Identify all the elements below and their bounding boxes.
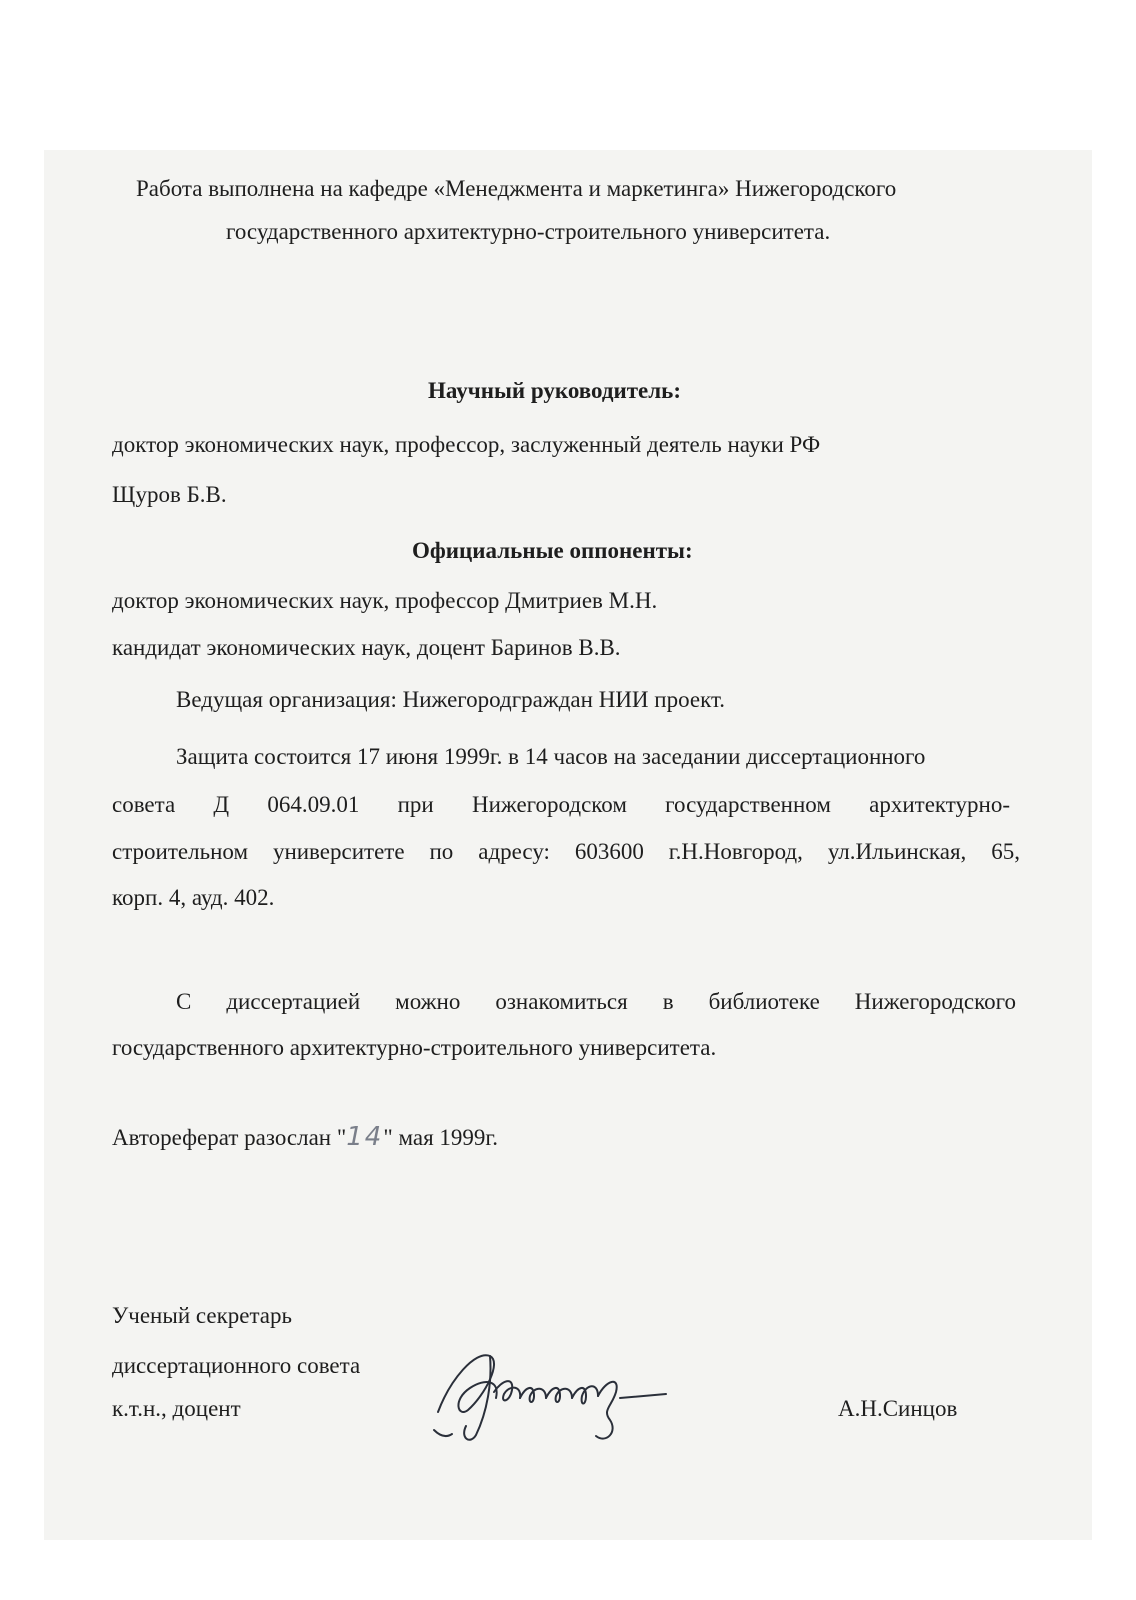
opponent-line-2: кандидат экономических наук, доцент Баринов В.В. [112, 635, 621, 660]
library-line-2: государственного архитектурно-строительного университета. [112, 1035, 717, 1060]
library-line-1: С диссертацией можно ознакомиться в библиотеке Нижегородского [176, 989, 1016, 1014]
mailing-date [112, 1123, 498, 1152]
supervisor-name: Щуров Б.В. [112, 482, 227, 507]
handwritten-day: 14 [346, 1122, 384, 1152]
secretary-title-2: диссертационного совета [112, 1353, 361, 1378]
secretary-title-3: к.т.н., доцент [112, 1396, 241, 1421]
mailing-prefix: Автореферат разослан " [112, 1125, 347, 1150]
header-line-1: Работа выполнена на кафедре «Менеджмента и маркетинга» Нижегородского [136, 176, 897, 201]
signature-mark [430, 1340, 710, 1450]
defense-line-1: Защита состоится 17 июня 1999г. в 14 часов на заседании диссертационного [176, 744, 926, 769]
supervisor-heading: Научный руководитель: [428, 378, 681, 403]
defense-line-2: совета Д 064.09.01 при Нижегородском государственном архитектурно- [112, 792, 1010, 817]
defense-line-4: корп. 4, ауд. 402. [112, 885, 275, 910]
mailing-suffix: " мая 1999г. [383, 1125, 498, 1150]
supervisor-line-1: доктор экономических наук, профессор, заслуженный деятель науки РФ [112, 432, 821, 457]
opponents-heading: Официальные оппоненты: [412, 538, 693, 563]
secretary-title-1: Ученый секретарь [112, 1303, 292, 1328]
leading-organization: Ведущая организация: Нижегородграждан НИИ проект. [176, 687, 726, 712]
defense-line-3: строительном университете по адресу: 603600 г.Н.Новгород, ул.Ильинская, 65, [112, 839, 1020, 864]
opponent-line-1: доктор экономических наук, профессор Дмитриев М.Н. [112, 588, 658, 613]
header-line-2: государственного архитектурно-строительного университета. [226, 219, 831, 244]
secretary-name: А.Н.Синцов [838, 1396, 958, 1421]
